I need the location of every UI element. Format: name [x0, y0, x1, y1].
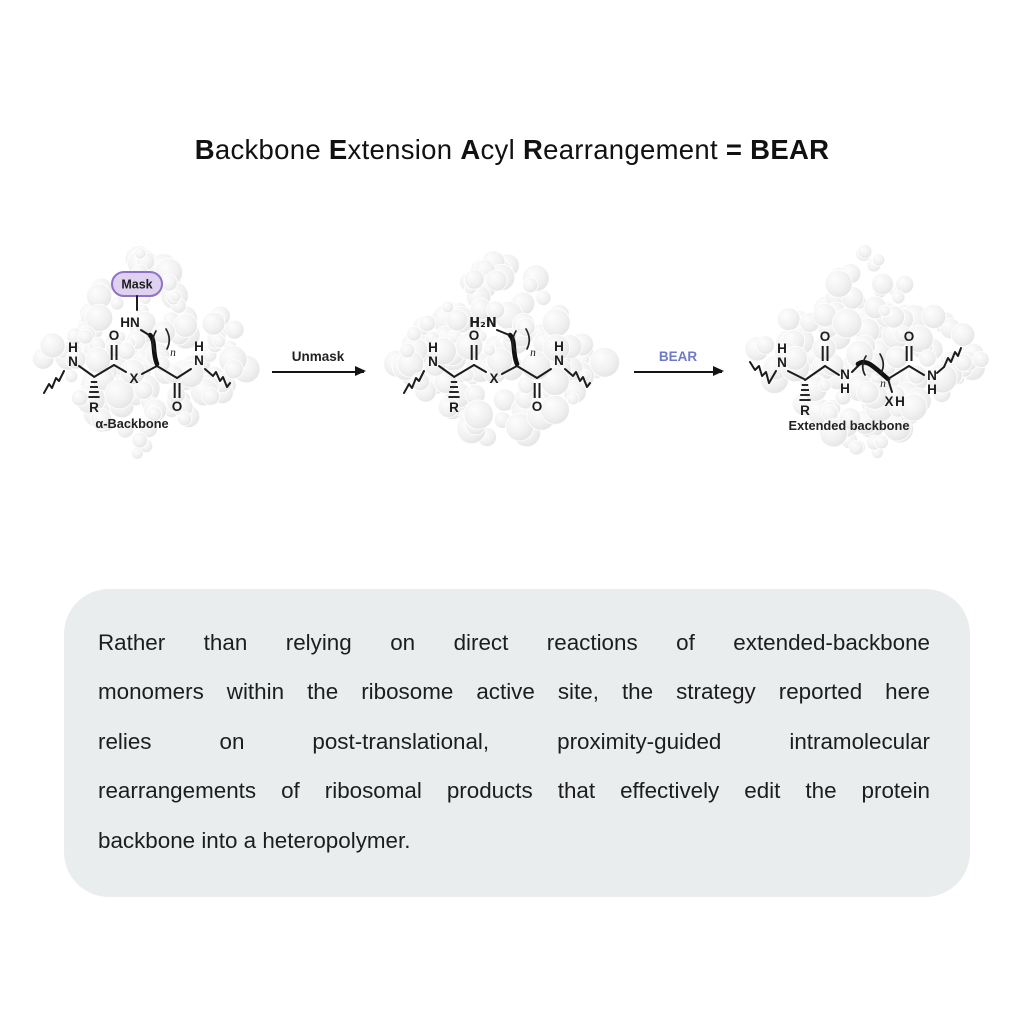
summary-line: monomers within the ribosome active site, the strategy reported here — [98, 679, 930, 705]
n-label: N — [927, 368, 937, 383]
page-title — [0, 134, 1024, 166]
x-heteroatom-label: X — [884, 394, 894, 409]
title-segment: cyl — [480, 134, 523, 165]
summary-box — [64, 589, 970, 897]
summary-line: rearrangements of ribosomal products that effectively edit the protein — [98, 778, 930, 804]
bear-arrow — [634, 349, 722, 373]
h-label: H — [554, 339, 564, 354]
h-label: H — [428, 340, 438, 355]
h-label: H — [777, 341, 787, 356]
n-label: N — [554, 353, 564, 368]
title-segment: earrangement — [543, 134, 726, 165]
r-label: R — [449, 400, 459, 415]
o-label: O — [819, 329, 831, 344]
mask-label: Mask — [121, 277, 153, 292]
title-segment: R — [522, 134, 544, 165]
structure-unmasked-intermediate — [380, 240, 630, 490]
protein-surface-blob — [384, 251, 620, 447]
h-label: H — [194, 339, 204, 354]
o-label: O — [171, 399, 183, 414]
bear-arrow-label: BEAR — [658, 349, 698, 364]
o-label: O — [531, 399, 543, 414]
n-subscript: n — [170, 347, 176, 359]
summary-line: Rather than relying on direct reactions of extended-backbone — [98, 630, 930, 655]
n-label: N — [428, 354, 438, 369]
r-label: R — [800, 403, 810, 418]
polymer-squiggle-left — [44, 371, 64, 393]
structure-alpha-backbone — [20, 240, 270, 490]
xh-h-label: H — [895, 394, 905, 409]
unmask-arrow-label: Unmask — [291, 349, 345, 364]
h2n-label: H₂N — [469, 316, 497, 331]
n-label: N — [68, 354, 78, 369]
title-segment: E — [328, 134, 348, 165]
summary-line: backbone into a heteropolymer. — [98, 827, 411, 853]
summary-line: relies on post-translational, proximity-guided intramolecular — [98, 728, 930, 754]
x-heteroatom-label: X — [129, 371, 139, 386]
o-label: O — [468, 328, 480, 343]
n-subscript: n — [530, 347, 536, 359]
title-segment: A — [460, 134, 481, 165]
unmask-arrow — [272, 349, 364, 373]
h-label: H — [927, 382, 937, 397]
structure-extended-backbone — [742, 240, 1002, 490]
h-label: H — [68, 340, 78, 355]
n-label: N — [777, 355, 787, 370]
title-segment: xtension — [347, 134, 461, 165]
n-label: N — [194, 353, 204, 368]
h-label: H — [840, 381, 850, 396]
title-segment: B — [194, 134, 215, 165]
arrow-shaft — [634, 371, 722, 373]
title-segment: = BEAR — [725, 134, 830, 165]
r-label: R — [89, 400, 99, 415]
hn-label: HN — [120, 315, 140, 330]
extended-backbone-caption: Extended backbone — [788, 418, 910, 433]
alpha-backbone-caption: α-Backbone — [95, 416, 169, 431]
n-label: N — [840, 367, 850, 382]
title-segment: ackbone — [214, 134, 329, 165]
o-label: O — [108, 328, 120, 343]
x-heteroatom-label: X — [489, 371, 499, 386]
o-label: O — [903, 329, 915, 344]
n-subscript: n — [880, 378, 886, 390]
arrow-shaft — [272, 371, 364, 373]
